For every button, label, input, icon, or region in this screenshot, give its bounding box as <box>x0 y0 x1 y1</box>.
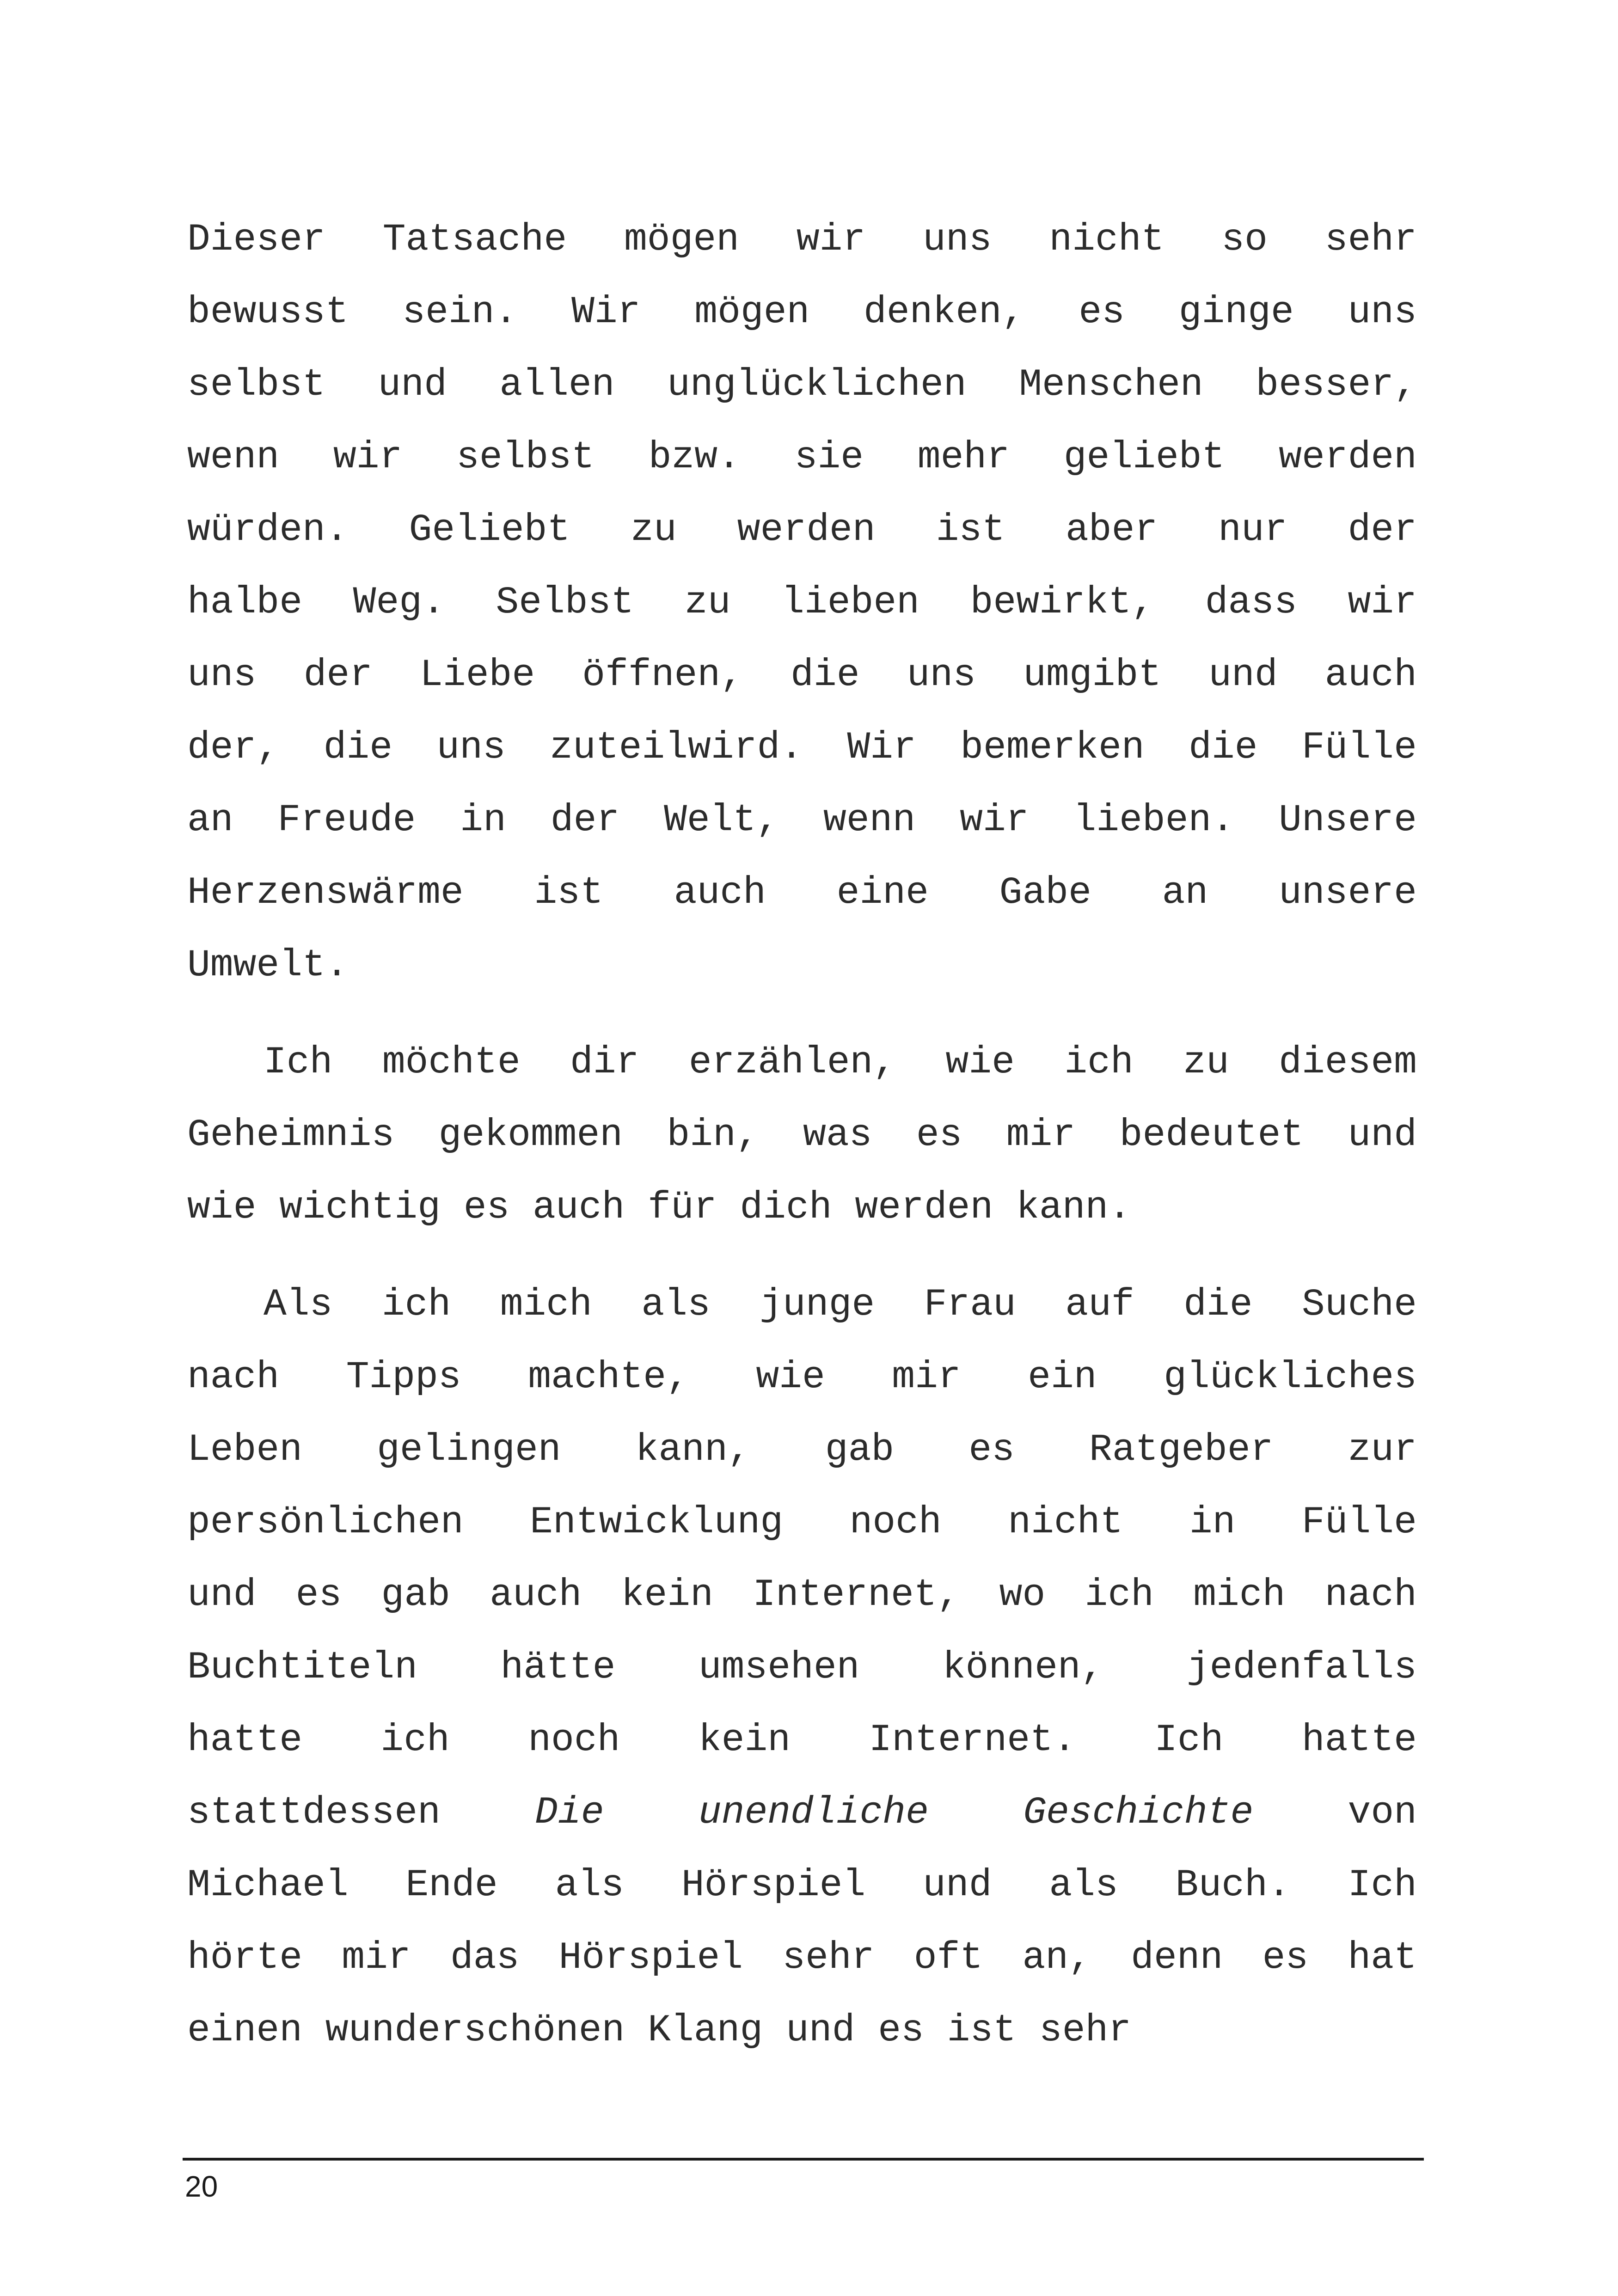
word: bewirkt, <box>970 581 1155 624</box>
word: sehr <box>782 1936 875 1979</box>
text-line <box>187 1341 1417 1414</box>
word: nach <box>1324 1573 1417 1616</box>
word: Geheimnis <box>187 1113 395 1157</box>
word: was <box>803 1113 872 1157</box>
word: Fülle <box>1301 1500 1417 1544</box>
word: hatte <box>1301 1718 1417 1762</box>
word: ich <box>1064 1041 1134 1084</box>
word: bemerken <box>960 726 1145 769</box>
word: unsere <box>1279 871 1417 914</box>
word: die <box>1189 726 1258 769</box>
text-line <box>187 1026 1417 1099</box>
word: mir <box>892 1355 961 1399</box>
word: öffnen, <box>582 653 743 697</box>
word: dich <box>740 1186 832 1229</box>
word: bzw. <box>648 435 741 479</box>
word: geliebt <box>1063 435 1225 479</box>
word: Umwelt. <box>187 943 349 987</box>
word: umsehen <box>698 1646 860 1689</box>
word: wenn <box>823 798 916 842</box>
footer-rule <box>183 2158 1424 2161</box>
word: kann. <box>1016 1186 1132 1229</box>
word: glückliches <box>1164 1355 1417 1399</box>
text-line <box>187 1849 1417 1922</box>
word: uns <box>187 653 257 697</box>
word: ein <box>1028 1355 1097 1399</box>
word: gab <box>381 1573 450 1616</box>
word: es <box>463 1186 510 1229</box>
word: ist <box>936 508 1005 551</box>
word: Ich <box>264 1041 333 1084</box>
word: und <box>1348 1113 1417 1157</box>
word: es <box>1079 290 1125 334</box>
text-line <box>187 1994 1417 2067</box>
word: kein <box>698 1718 791 1762</box>
word: wunderschönen <box>325 2008 625 2052</box>
text-line <box>187 857 1417 929</box>
word: allen <box>499 363 615 406</box>
word: sie <box>794 435 864 479</box>
word: zuteilwird. <box>550 726 803 769</box>
word: Suche <box>1301 1283 1417 1326</box>
text-line <box>187 1171 1417 1244</box>
text-line <box>187 1631 1417 1704</box>
word: Leben <box>187 1428 303 1471</box>
word: einen <box>187 2008 303 2052</box>
word: in <box>1189 1500 1236 1544</box>
text-line <box>187 1268 1417 1341</box>
word: an, <box>1022 1936 1091 1979</box>
paragraph-gap <box>187 1244 1417 1268</box>
word: oft <box>913 1936 983 1979</box>
word: möchte <box>382 1041 521 1084</box>
word: mir <box>1006 1113 1076 1157</box>
word: junge <box>760 1283 875 1326</box>
word: uns <box>1348 290 1417 334</box>
word: besser, <box>1256 363 1417 406</box>
word: machte, <box>528 1355 689 1399</box>
word: und <box>786 2008 855 2052</box>
word: ich <box>1085 1573 1154 1616</box>
word: jedenfalls <box>1186 1646 1417 1689</box>
word: Die <box>535 1791 604 1834</box>
word: selbst <box>187 363 325 406</box>
word: sein. <box>402 290 518 334</box>
word: Geliebt <box>409 508 570 551</box>
word: diesem <box>1279 1041 1417 1084</box>
word: wir <box>796 218 866 261</box>
word: mich <box>500 1283 592 1326</box>
word: Internet. <box>869 1718 1076 1762</box>
word: Tatsache <box>382 218 567 261</box>
paragraph-gap <box>187 1002 1417 1026</box>
word: wir <box>333 435 403 479</box>
word: für <box>648 1186 717 1229</box>
text-line <box>187 1559 1417 1631</box>
word: gekommen <box>438 1113 623 1157</box>
word: Internet, <box>753 1573 960 1616</box>
word: es <box>1262 1936 1309 1979</box>
text-line <box>187 639 1417 711</box>
word: Ich <box>1154 1718 1224 1762</box>
word: in <box>460 798 506 842</box>
word: wie <box>945 1041 1015 1084</box>
text-line <box>187 711 1417 784</box>
word: es <box>295 1573 342 1616</box>
word: mögen <box>694 290 810 334</box>
word: Ende <box>405 1863 498 1907</box>
word: noch <box>849 1500 942 1544</box>
word: unglücklichen <box>667 363 967 406</box>
word: persönlichen <box>187 1500 464 1544</box>
word: gelingen <box>377 1428 561 1471</box>
word: nicht <box>1049 218 1164 261</box>
word: nach <box>187 1355 280 1399</box>
text-line <box>187 203 1417 276</box>
word: unendliche <box>698 1791 929 1834</box>
word: und <box>923 1863 992 1907</box>
word: lieben. <box>1073 798 1235 842</box>
word: wir <box>1348 581 1417 624</box>
word: ginge <box>1178 290 1294 334</box>
word: an <box>187 798 233 842</box>
word: hat <box>1348 1936 1417 1979</box>
word: halbe <box>187 581 303 624</box>
word: bedeutet <box>1119 1113 1304 1157</box>
word: denn <box>1131 1936 1223 1979</box>
word: können, <box>942 1646 1104 1689</box>
text-line <box>187 421 1417 494</box>
word: wenn <box>187 435 280 479</box>
word: bewusst <box>187 290 349 334</box>
text-line <box>187 1704 1417 1776</box>
word: hörte <box>187 1936 303 1979</box>
word: Klang <box>648 2008 763 2052</box>
word: Entwicklung <box>530 1500 784 1544</box>
text-line <box>187 1414 1417 1486</box>
word: Buch. <box>1175 1863 1291 1907</box>
text-line <box>187 784 1417 857</box>
body-text <box>187 203 1417 2067</box>
word: Unsere <box>1279 798 1417 842</box>
text-line <box>187 1776 1417 1849</box>
word: eine <box>836 871 929 914</box>
text-line <box>187 929 1417 1002</box>
word: als <box>555 1863 624 1907</box>
word: sehr <box>1039 2008 1132 2052</box>
word: so <box>1221 218 1268 261</box>
text-line <box>187 349 1417 421</box>
word: Dieser <box>187 218 325 261</box>
word: werden <box>855 1186 993 1229</box>
word: zur <box>1348 1428 1417 1471</box>
word: Buchtiteln <box>187 1646 418 1689</box>
text-line <box>187 566 1417 639</box>
word: als <box>1049 1863 1118 1907</box>
word: von <box>1348 1791 1417 1834</box>
word: zu <box>631 508 677 551</box>
word: gab <box>825 1428 895 1471</box>
word: der <box>550 798 620 842</box>
word: sehr <box>1324 218 1417 261</box>
word: die <box>791 653 860 697</box>
word: nicht <box>1008 1500 1123 1544</box>
word: uns <box>436 726 506 769</box>
word: hatte <box>187 1718 303 1762</box>
word: als <box>641 1283 711 1326</box>
word: dass <box>1205 581 1297 624</box>
word: ist <box>534 871 603 914</box>
word: hätte <box>500 1646 616 1689</box>
word: ich <box>380 1718 450 1762</box>
text-line <box>187 1099 1417 1171</box>
word: Freude <box>277 798 416 842</box>
word: Geschichte <box>1023 1791 1254 1834</box>
word: auch <box>1324 653 1417 697</box>
word: auf <box>1065 1283 1134 1326</box>
word: wie <box>187 1186 257 1229</box>
word: die <box>1183 1283 1253 1326</box>
word: der <box>303 653 373 697</box>
word: Herzenswärme <box>187 871 464 914</box>
word: lieben <box>781 581 919 624</box>
word: wie <box>756 1355 825 1399</box>
word: wir <box>960 798 1029 842</box>
word: selbst <box>456 435 594 479</box>
word: kein <box>621 1573 713 1616</box>
word: auch <box>674 871 766 914</box>
word: der, <box>187 726 280 769</box>
word: umgibt <box>1023 653 1162 697</box>
text-line <box>187 494 1417 566</box>
word: Wir <box>571 290 641 334</box>
word: ist <box>947 2008 1017 2052</box>
word: an <box>1162 871 1208 914</box>
word: bin, <box>667 1113 759 1157</box>
word: es <box>878 2008 924 2052</box>
word: Welt, <box>664 798 779 842</box>
word: ich <box>381 1283 451 1326</box>
word: wichtig <box>279 1186 441 1229</box>
word: Liebe <box>420 653 535 697</box>
word: erzählen, <box>688 1041 896 1084</box>
word: werden <box>1279 435 1417 479</box>
word: dir <box>570 1041 639 1084</box>
word: uns <box>907 653 976 697</box>
word: zu <box>684 581 731 624</box>
word: nur <box>1218 508 1287 551</box>
word: Fülle <box>1301 726 1417 769</box>
word: die <box>323 726 393 769</box>
word: Ratgeber <box>1089 1428 1274 1471</box>
word: Frau <box>924 1283 1016 1326</box>
word: Selbst <box>496 581 634 624</box>
word: und <box>187 1573 257 1616</box>
word: Weg. <box>353 581 445 624</box>
word: Als <box>264 1283 333 1326</box>
word: Gabe <box>999 871 1091 914</box>
word: denken, <box>864 290 1025 334</box>
word: Menschen <box>1019 363 1203 406</box>
page-number: 20 <box>185 2170 218 2203</box>
word: mich <box>1193 1573 1286 1616</box>
word: uns <box>923 218 992 261</box>
word: mögen <box>624 218 740 261</box>
text-line <box>187 1486 1417 1559</box>
word: kann, <box>635 1428 751 1471</box>
text-line <box>187 1922 1417 1994</box>
word: es <box>916 1113 962 1157</box>
word: Hörspiel <box>558 1936 743 1979</box>
word: das <box>450 1936 520 1979</box>
word: es <box>968 1428 1015 1471</box>
word: auch <box>490 1573 582 1616</box>
word: Michael <box>187 1863 349 1907</box>
text-line <box>187 276 1417 349</box>
word: würden. <box>187 508 349 551</box>
word: aber <box>1065 508 1158 551</box>
word: wo <box>999 1573 1046 1616</box>
word: werden <box>737 508 876 551</box>
word: mehr <box>917 435 1010 479</box>
word: stattdessen <box>187 1791 441 1834</box>
word: und <box>1208 653 1278 697</box>
word: auch <box>533 1186 625 1229</box>
word: mir <box>342 1936 411 1979</box>
word: Hörspiel <box>681 1863 866 1907</box>
word: der <box>1348 508 1417 551</box>
word: zu <box>1183 1041 1229 1084</box>
word: und <box>378 363 447 406</box>
word: noch <box>528 1718 620 1762</box>
word: Ich <box>1348 1863 1417 1907</box>
word: Wir <box>847 726 916 769</box>
word: Tipps <box>346 1355 461 1399</box>
